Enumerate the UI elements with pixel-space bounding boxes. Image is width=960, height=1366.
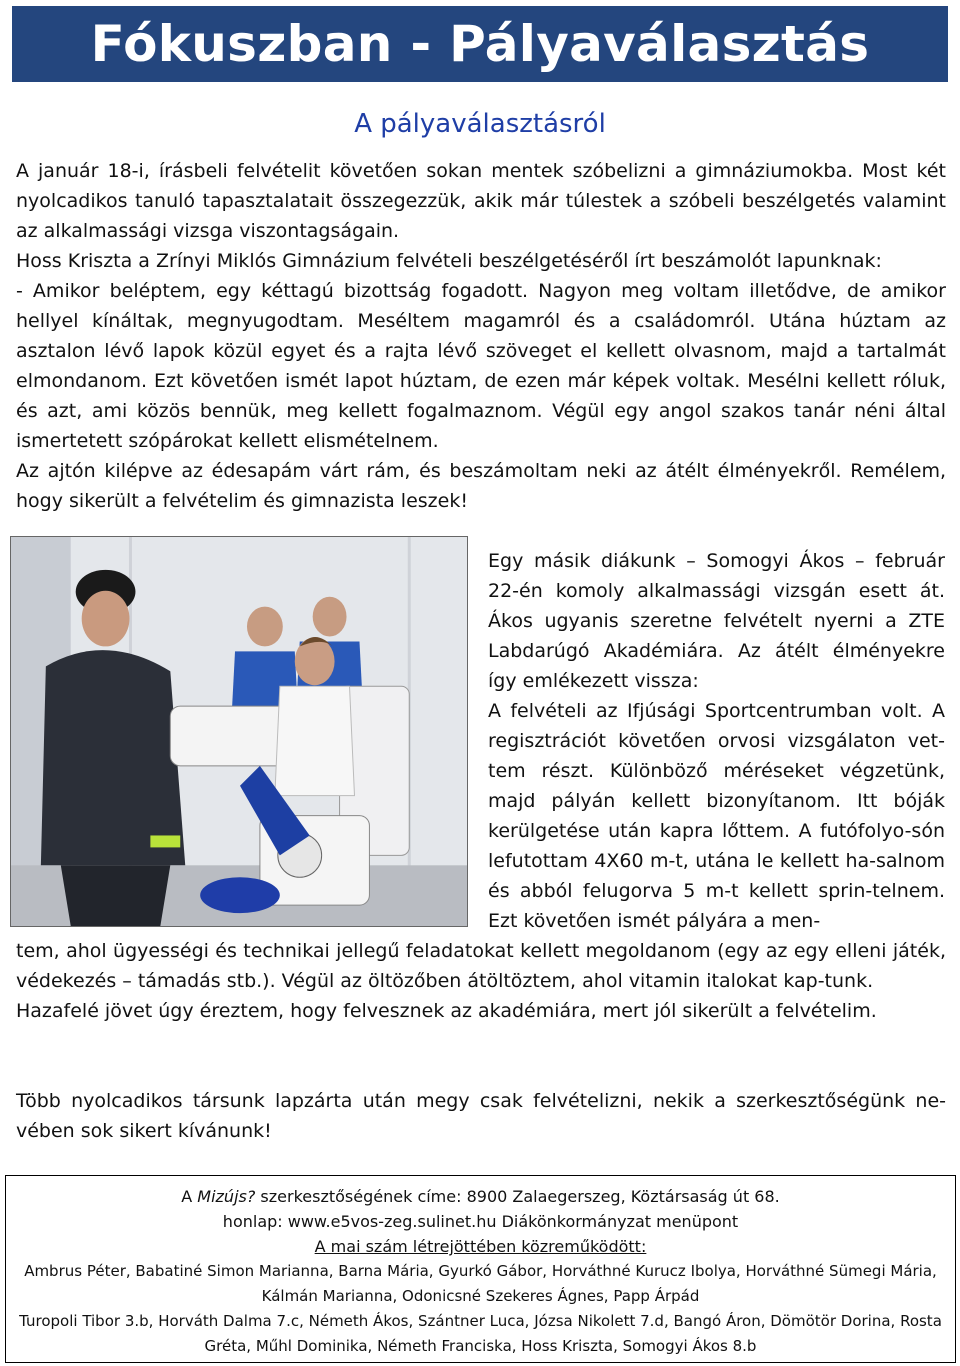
continuation-paragraph: tem, ahol ügyességi és technikai jellegű feladatokat kellett megoldanom (egy az egy elleni játék, védekezés – támadás stb.). Végül az öltözőben átöltöztem, ahol vitamin italokat kap-tunk. xyxy=(16,940,946,992)
second-student-section xyxy=(488,546,945,936)
photo-illustration xyxy=(11,537,467,926)
footer-address xyxy=(6,1184,955,1209)
intro-paragraph: Hoss Kriszta a Zrínyi Miklós Gimnázium felvételi beszélgetéséről írt beszámolót lapunknak: xyxy=(16,250,882,272)
footer-website: honlap: www.e5vos-zeg.sulinet.hu Diákönkormányzat menüpont xyxy=(222,1212,739,1231)
continuation-paragraph: Hazafelé jövet úgy éreztem, hogy felvesznek az akadémiára, mert jól sikerült a felvételim. xyxy=(16,1000,877,1022)
article-photo xyxy=(10,536,468,927)
closing-section xyxy=(16,1086,946,1146)
magazine-name: Mizújs? xyxy=(197,1187,256,1206)
article-subtitle: A pályaválasztásról xyxy=(354,109,606,139)
contributors-heading: A mai szám létrejöttében közreműködött: xyxy=(314,1237,647,1256)
column-paragraph: A felvételi az Ifjúsági Sportcentrumban volt. A regisztrációt követően orvosi vizsgálaton vet-tem részt. Különböző méréseket végzetünk, majd pályán kellett bizonyítanom. Itt bóják kerülgetése után kapra lőttem. A futófolyo-són lefutottam 4X60 m-t, utána le kellett ha-salnom és abból felugorva 5 m-t kellett sprin-telnem. Ezt követően ismét pályára a men- xyxy=(488,700,945,932)
teachers-list: Ambrus Péter, Babatiné Simon Marianna, Barna Mária, Gyurkó Gábor, Horváthné Kurucz Ibolya, Horváthné Sümegi Mária, Kálmán Marianna, Odonicsné Szekeres Ágnes, Papp Árpád xyxy=(24,1262,937,1305)
intro-paragraph: A január 18-i, írásbeli felvételit követően sokan mentek szóbelizni a gimnáziumokba. Most két nyolcadikos tanuló tapasztalatait összegezzük, akik már túlestek a szóbeli beszélgetés valamint az alkalmassági vizsga viszontagságain. xyxy=(16,160,946,242)
page-title: Fókuszban - Pályaválasztás xyxy=(12,6,948,82)
address-text: szerkesztőségének címe: 8900 Zalaegerszeg, Köztársaság út 68. xyxy=(255,1187,780,1206)
footer-box xyxy=(5,1175,956,1363)
intro-paragraph: - Amikor beléptem, egy kéttagú bizottság fogadott. Nagyon meg voltam illetődve, de amikor hellyel kínáltak, megnyugodtam. Meséltem magamról és a családomról. Utána húztam az asztalon lévő lapok közül egyet és a rajta lévő szöveget el kellett olvasnom, majd a tartalmát elmondanom. Ezt követően ismét lapot húztam, de ezen már képek voltak. Mesélni kellett róluk, és azt, ami közös bennük, meg kellett fogalmaznom. Végül egy angol szakos tanár néni által ismertetett szópárokat kellett elismételnem. xyxy=(16,280,946,452)
intro-section xyxy=(16,156,946,516)
continuation-section xyxy=(16,936,946,1026)
students-list: Turopoli Tibor 3.b, Horváth Dalma 7.c, Németh Ákos, Szántner Luca, Józsa Nikolett 7.d, Bangó Áron, Dömötör Dorina, Rosta Gréta, Műhl Dominika, Németh Franciska, Hoss Kriszta, Somogyi Ákos 8.b xyxy=(19,1312,942,1355)
column-paragraph: Egy másik diákunk – Somogyi Ákos – február 22-én komoly alkalmassági vizsgán esett át. Ákos ugyanis szeretne felvételt nyerni a ZTE Labdarúgó Akadémiára. Az átélt élményekre így emlékezett vissza: xyxy=(488,550,945,692)
address-prefix: A xyxy=(181,1187,198,1206)
intro-paragraph: Az ajtón kilépve az édesapám várt rám, és beszámoltam neki az átélt élményekről. Remélem, hogy sikerült a felvételim és gimnazista leszek! xyxy=(16,460,946,512)
closing-paragraph: Több nyolcadikos társunk lapzárta után megy csak felvételizni, nekik a szerkesztőségünk ne-vében sok sikert kívánunk! xyxy=(16,1090,946,1142)
